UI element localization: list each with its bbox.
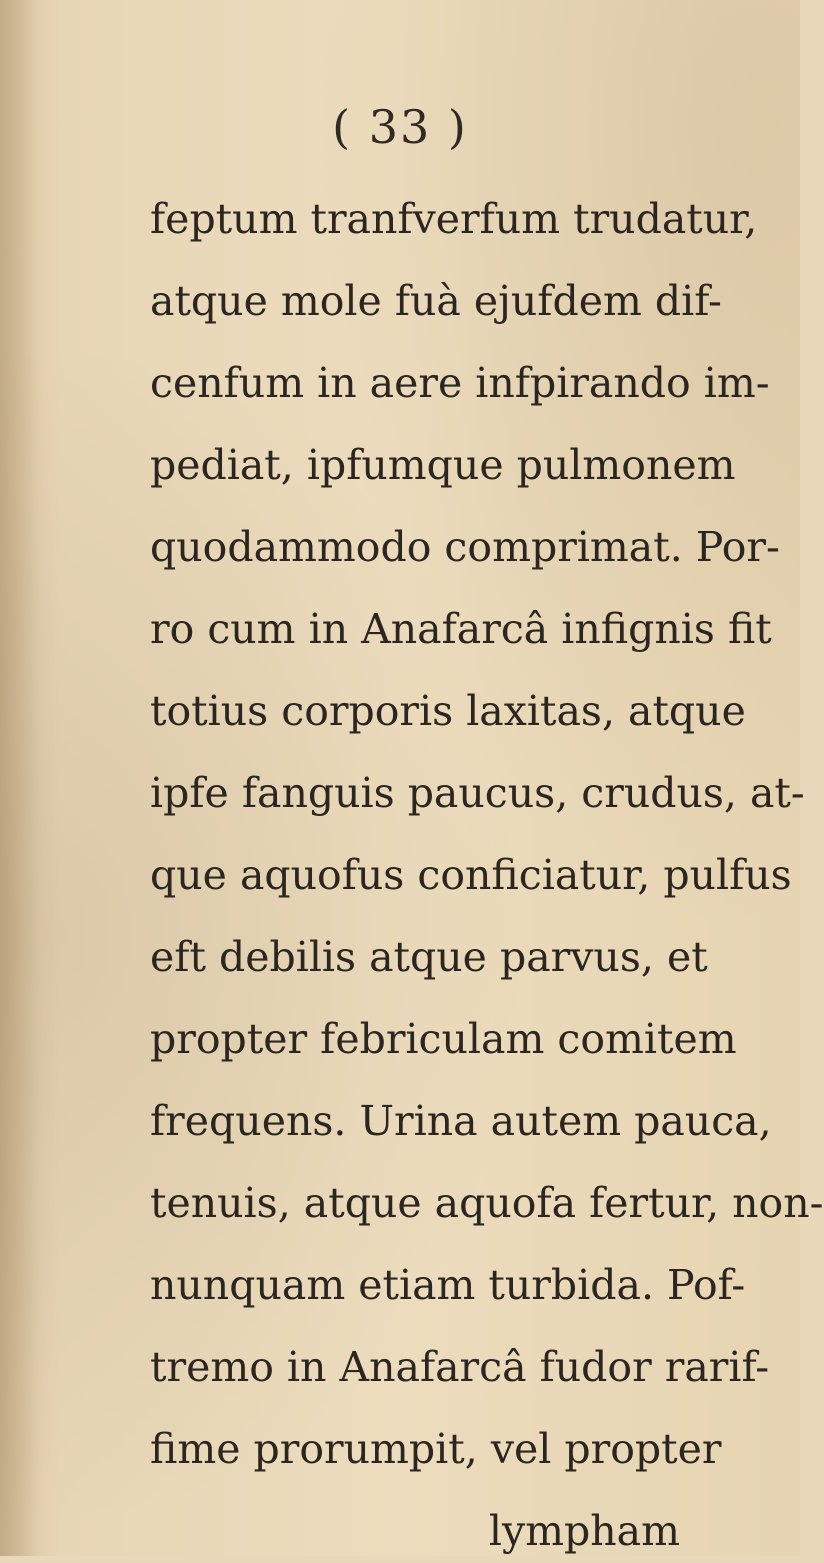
text-line: fime prorumpit, vel propter bbox=[150, 1425, 722, 1473]
text-line: totius corporis laxitas, atque bbox=[150, 687, 746, 735]
text-line: ro cum in Anafarcâ infignis fit bbox=[150, 605, 772, 653]
text-line: tenuis, atque aquofa fertur, non- bbox=[150, 1179, 824, 1227]
text-line: cenfum in aere infpirando im- bbox=[150, 359, 770, 407]
text-line: pediat, ipfumque pulmonem bbox=[150, 441, 736, 489]
text-line: quodammodo comprimat. Por- bbox=[150, 523, 780, 571]
catchword: lympham bbox=[488, 1507, 680, 1555]
text-line: tremo in Anafarcâ fudor rarif- bbox=[150, 1343, 770, 1391]
text-line: feptum tranfverfum trudatur, bbox=[150, 195, 758, 243]
text-line: ipfe fanguis paucus, crudus, at- bbox=[150, 769, 805, 817]
text-line: que aquofus conficiatur, pulfus bbox=[150, 851, 792, 899]
text-line: nunquam etiam turbida. Pof- bbox=[150, 1261, 746, 1309]
text-line: propter febriculam comitem bbox=[150, 1015, 737, 1063]
page-gutter-shadow bbox=[0, 0, 40, 1556]
page-number: ( 33 ) bbox=[332, 100, 468, 154]
text-line: atque mole fuà ejufdem dif- bbox=[150, 277, 722, 325]
text-line: eft debilis atque parvus, et bbox=[150, 933, 708, 981]
text-line: frequens. Urina autem pauca, bbox=[150, 1097, 772, 1145]
